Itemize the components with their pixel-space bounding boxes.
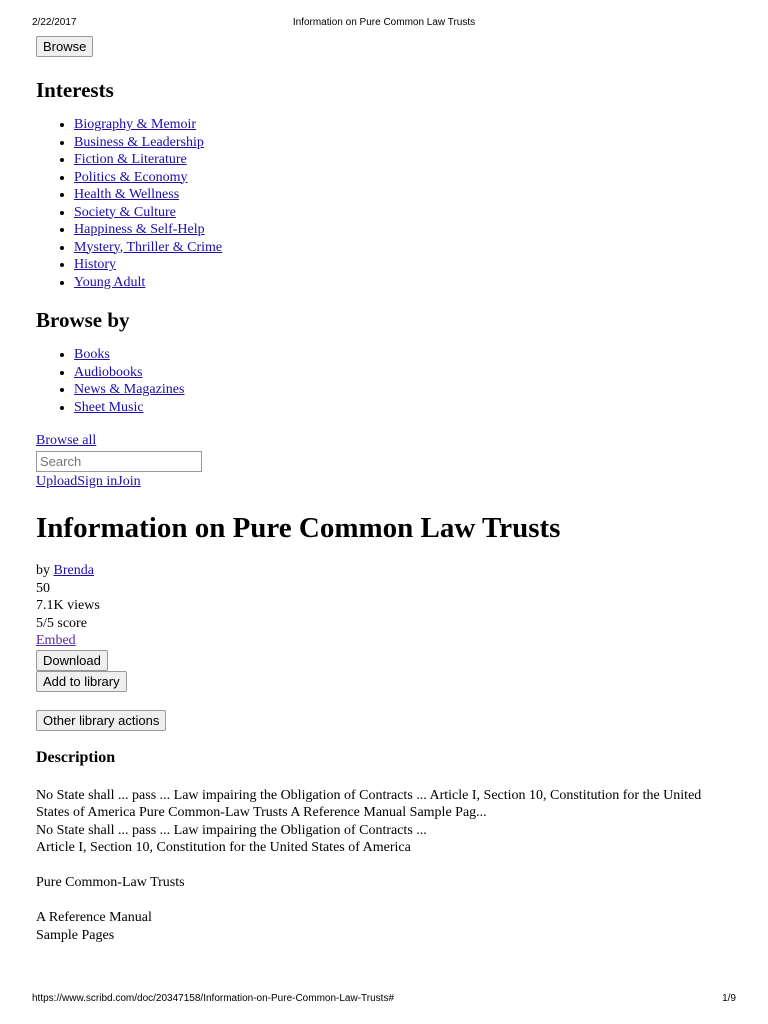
browse-link-books[interactable]: Books (74, 347, 110, 362)
interest-link-mystery[interactable]: Mystery, Thriller & Crime (74, 239, 223, 255)
download-button[interactable]: Download (36, 650, 108, 671)
browse-by-heading: Browse by (36, 308, 130, 332)
search-input[interactable] (36, 451, 202, 472)
print-footer (0, 993, 768, 1007)
description-line: A Reference Manual (36, 910, 152, 925)
print-url: https://www.scribd.com/doc/20347158/Information-on-Pure-Common-Law-Trusts# (32, 993, 395, 1004)
list-item (74, 221, 736, 239)
interest-link-society[interactable]: Society & Culture (74, 204, 176, 220)
add-to-library-button[interactable]: Add to library (36, 671, 127, 692)
document-count: 50 (36, 580, 50, 596)
interest-link-fiction[interactable]: Fiction & Literature (74, 152, 187, 167)
print-page-title: Information on Pure Common Law Trusts (292, 17, 476, 28)
interest-link-health[interactable]: Health & Wellness (74, 187, 180, 202)
list-item (74, 399, 736, 417)
list-item (74, 204, 736, 222)
print-date: 2/22/2017 (32, 17, 77, 28)
browse-all-link[interactable]: Browse all (36, 433, 97, 448)
author-link[interactable]: Brenda (53, 563, 94, 578)
description-line: Article I, Section 10, Constitution for the United States of America (36, 840, 411, 855)
page-content (36, 36, 736, 944)
description-summary: No State shall ... pass ... Law impairing the Obligation of Contracts ... Article I, Section 10, Constitution for the United States of America Pure Common-Law Trusts A Reference Manual Sample Pag... (36, 787, 702, 820)
interest-link-business[interactable]: Business & Leadership (74, 134, 204, 150)
list-item (74, 256, 736, 274)
description-line: No State shall ... pass ... Law impairing the Obligation of Contracts ... (36, 822, 427, 838)
list-item (74, 169, 736, 187)
views-count: 7.1K views (36, 598, 100, 613)
list-item (74, 151, 736, 169)
interest-link-happiness[interactable]: Happiness & Self-Help (74, 222, 205, 237)
by-prefix: by (36, 563, 50, 578)
list-item (74, 346, 736, 364)
list-item (74, 364, 736, 382)
document-title: Information on Pure Common Law Trusts (36, 512, 561, 544)
list-item (74, 274, 736, 292)
list-item (74, 116, 736, 134)
browse-by-list (36, 346, 736, 416)
list-item (74, 186, 736, 204)
interest-link-biography[interactable]: Biography & Memoir (74, 117, 197, 132)
interests-list (36, 116, 736, 291)
account-links (36, 473, 736, 491)
byline (36, 562, 736, 580)
score: 5/5 score (36, 615, 87, 631)
list-item (74, 381, 736, 399)
browse-link-audiobooks[interactable]: Audiobooks (74, 364, 143, 380)
upload-link[interactable]: Upload (36, 473, 78, 489)
interest-link-history[interactable]: History (74, 257, 116, 272)
list-item (74, 239, 736, 257)
page-number: 1/9 (722, 993, 736, 1004)
description-line: Sample Pages (36, 927, 115, 943)
list-item (74, 134, 736, 152)
browse-link-sheet-music[interactable]: Sheet Music (74, 399, 144, 415)
other-library-actions-button[interactable]: Other library actions (36, 710, 166, 731)
description-line: Pure Common-Law Trusts (36, 875, 185, 890)
browse-link-news-magazines[interactable]: News & Magazines (74, 382, 185, 397)
interest-link-politics[interactable]: Politics & Economy (74, 169, 188, 185)
interests-heading: Interests (36, 78, 114, 102)
embed-link[interactable]: Embed (36, 633, 76, 648)
browse-button[interactable]: Browse (36, 36, 93, 57)
print-header (0, 17, 768, 31)
join-link[interactable]: Join (117, 473, 141, 489)
sign-in-link[interactable]: Sign in (77, 473, 118, 489)
interest-link-young-adult[interactable]: Young Adult (74, 274, 146, 290)
description-heading: Description (36, 748, 116, 766)
